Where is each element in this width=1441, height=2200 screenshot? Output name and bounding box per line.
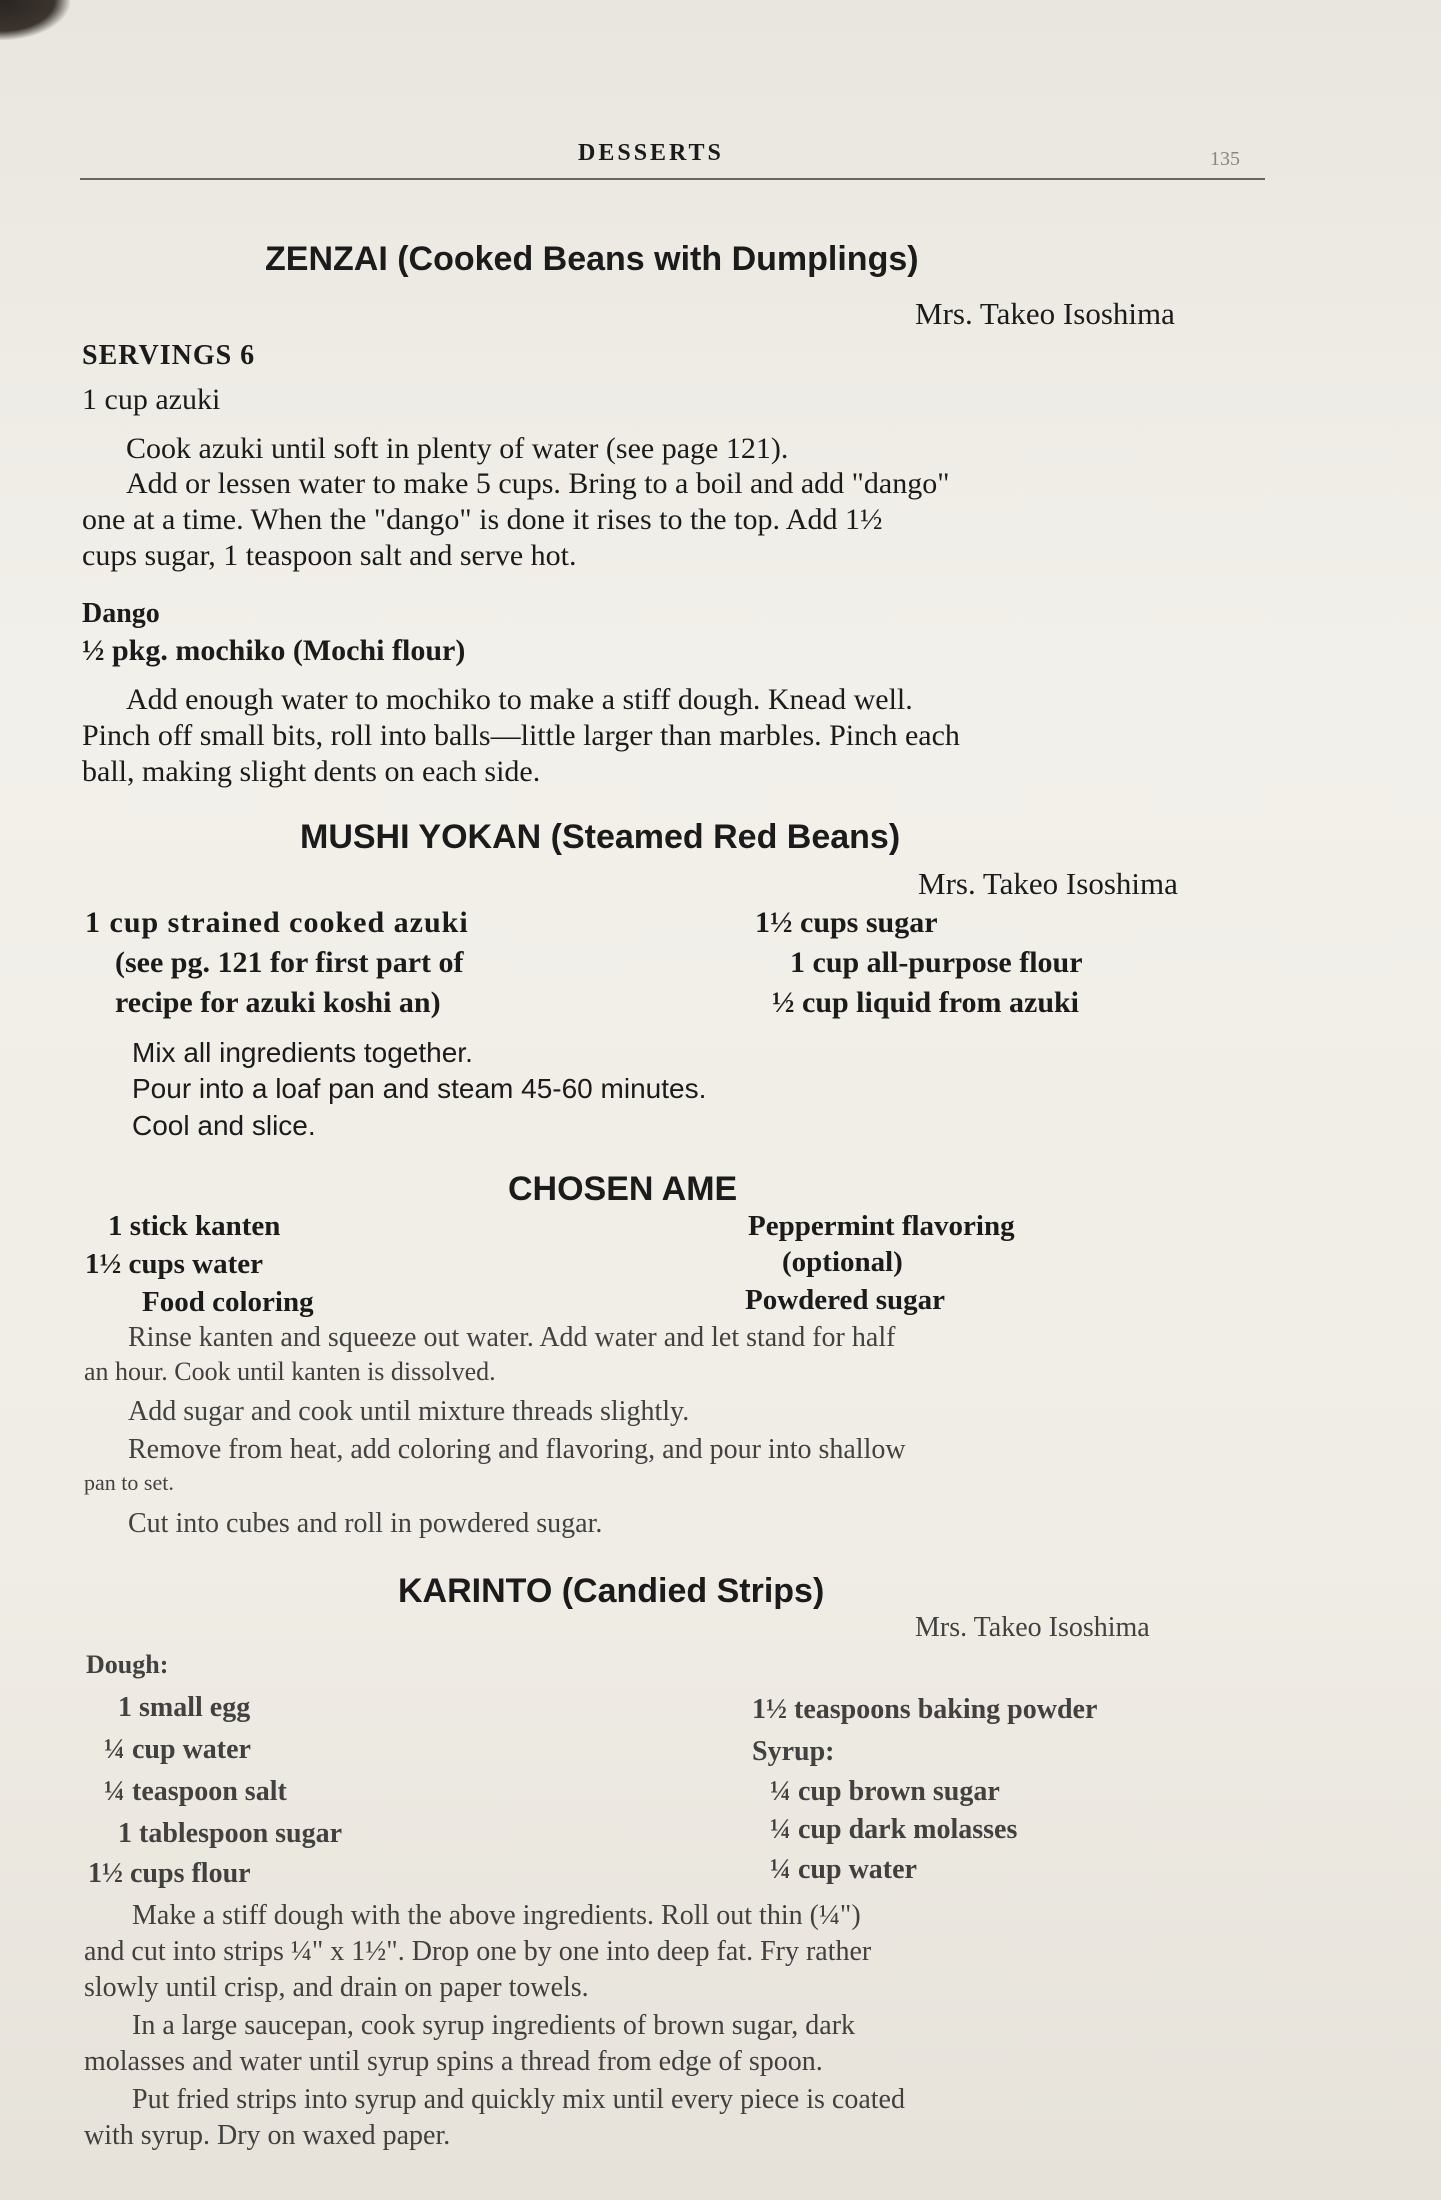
chosen-body-line: Rinse kanten and squeeze out water. Add water and let stand for half <box>128 1322 896 1353</box>
dango-body-line: Add enough water to mochiko to make a stiff dough. Knead well. <box>126 683 913 716</box>
recipe-title-chosen-ame: CHOSEN AME <box>508 1170 738 1208</box>
section-header: DESSERTS <box>578 140 724 166</box>
karinto-ingredient-left: 1 tablespoon sugar <box>118 1818 343 1849</box>
chosen-body-line: Cut into cubes and roll in powdered sugar. <box>128 1508 603 1539</box>
chosen-ingredient-left: Food coloring <box>142 1286 314 1318</box>
karinto-ingredient-right: Syrup: <box>752 1736 835 1767</box>
karinto-ingredient-left: ¼ cup water <box>104 1734 251 1765</box>
recipe-author-zenzai: Mrs. Takeo Isoshima <box>915 296 1175 331</box>
chosen-ingredient-right: Powdered sugar <box>745 1284 946 1316</box>
dango-body-line: ball, making slight dents on each side. <box>82 755 541 788</box>
karinto-body-line: molasses and water until syrup spins a thread from edge of spoon. <box>84 2046 823 2077</box>
servings: SERVINGS 6 <box>82 340 256 371</box>
karinto-ingredient-left: 1 small egg <box>118 1692 251 1723</box>
recipe-author-mushi-yokan: Mrs. Takeo Isoshima <box>918 866 1178 901</box>
chosen-body-line: an hour. Cook until kanten is dissolved. <box>84 1357 496 1386</box>
karinto-body-line: slowly until crisp, and drain on paper towels. <box>84 1972 589 2003</box>
yokan-ingredient-right: ½ cup liquid from azuki <box>772 986 1080 1019</box>
karinto-body-line: and cut into strips ¼" x 1½". Drop one by one into deep fat. Fry rather <box>84 1936 872 1967</box>
karinto-ingredient-right: ¼ cup brown sugar <box>770 1776 1000 1807</box>
chosen-ingredient-left: 1½ cups water <box>85 1248 264 1280</box>
yokan-ingredient-left: (see pg. 121 for first part of <box>115 946 464 979</box>
karinto-body-line: with syrup. Dry on waxed paper. <box>84 2120 451 2151</box>
dango-body-line: Pinch off small bits, roll into balls—little larger than marbles. Pinch each <box>82 719 960 752</box>
chosen-ingredient-left: 1 stick kanten <box>108 1210 281 1242</box>
karinto-body-line: Make a stiff dough with the above ingredients. Roll out thin (¼") <box>132 1900 861 1931</box>
recipe-title-karinto: KARINTO (Candied Strips) <box>398 1572 825 1610</box>
zenzai-body-line: Add or lessen water to make 5 cups. Bring to a boil and add "dango" <box>126 467 950 500</box>
yokan-body-line: Cool and slice. <box>132 1110 316 1141</box>
karinto-ingredient-right: ¼ cup dark molasses <box>770 1814 1018 1845</box>
recipe-title-mushi-yokan: MUSHI YOKAN (Steamed Red Beans) <box>300 818 901 856</box>
chosen-body-line: Remove from heat, add coloring and flavoring, and pour into shallow <box>128 1434 906 1465</box>
karinto-ingredient-left: 1½ cups flour <box>88 1858 251 1889</box>
karinto-body-line: In a large saucepan, cook syrup ingredients of brown sugar, dark <box>132 2010 856 2041</box>
karinto-ingredient-right: ¼ cup water <box>770 1854 917 1885</box>
yokan-ingredient-left: recipe for azuki koshi an) <box>115 986 441 1019</box>
yokan-ingredient-right: 1½ cups sugar <box>755 906 938 939</box>
yokan-body-line: Pour into a loaf pan and steam 45-60 minutes. <box>132 1073 707 1104</box>
page-corner-shadow <box>0 0 70 40</box>
recipe-author-karinto: Mrs. Takeo Isoshima <box>915 1612 1150 1643</box>
chosen-body-line: Add sugar and cook until mixture threads slightly. <box>128 1396 690 1427</box>
dough-heading: Dough: <box>86 1650 169 1679</box>
zenzai-ingredient: 1 cup azuki <box>82 383 221 416</box>
chosen-body-line: pan to set. <box>84 1470 174 1495</box>
yokan-body-line: Mix all ingredients together. <box>132 1037 473 1068</box>
zenzai-body-line: one at a time. When the "dango" is done it rises to the top. Add 1½ <box>82 503 883 536</box>
zenzai-body-line: cups sugar, 1 teaspoon salt and serve hot. <box>82 539 577 572</box>
dango-heading: Dango <box>82 598 160 629</box>
karinto-body-line: Put fried strips into syrup and quickly mix until every piece is coated <box>132 2084 905 2115</box>
recipe-title-zenzai: ZENZAI (Cooked Beans with Dumplings) <box>265 240 919 278</box>
yokan-ingredient-left: 1 cup strained cooked azuki <box>85 906 469 939</box>
yokan-ingredient-right: 1 cup all-purpose flour <box>790 946 1083 979</box>
karinto-ingredient-right: 1½ teaspoons baking powder <box>752 1694 1098 1725</box>
chosen-ingredient-right: Peppermint flavoring <box>748 1210 1015 1242</box>
page-number: 135 <box>1210 148 1240 170</box>
header-rule <box>80 178 1265 180</box>
dango-ingredient: ½ pkg. mochiko (Mochi flour) <box>82 634 466 667</box>
chosen-ingredient-right: (optional) <box>782 1246 903 1278</box>
zenzai-body-line: Cook azuki until soft in plenty of water (see page 121). <box>126 432 789 465</box>
karinto-ingredient-left: ¼ teaspoon salt <box>104 1776 287 1807</box>
